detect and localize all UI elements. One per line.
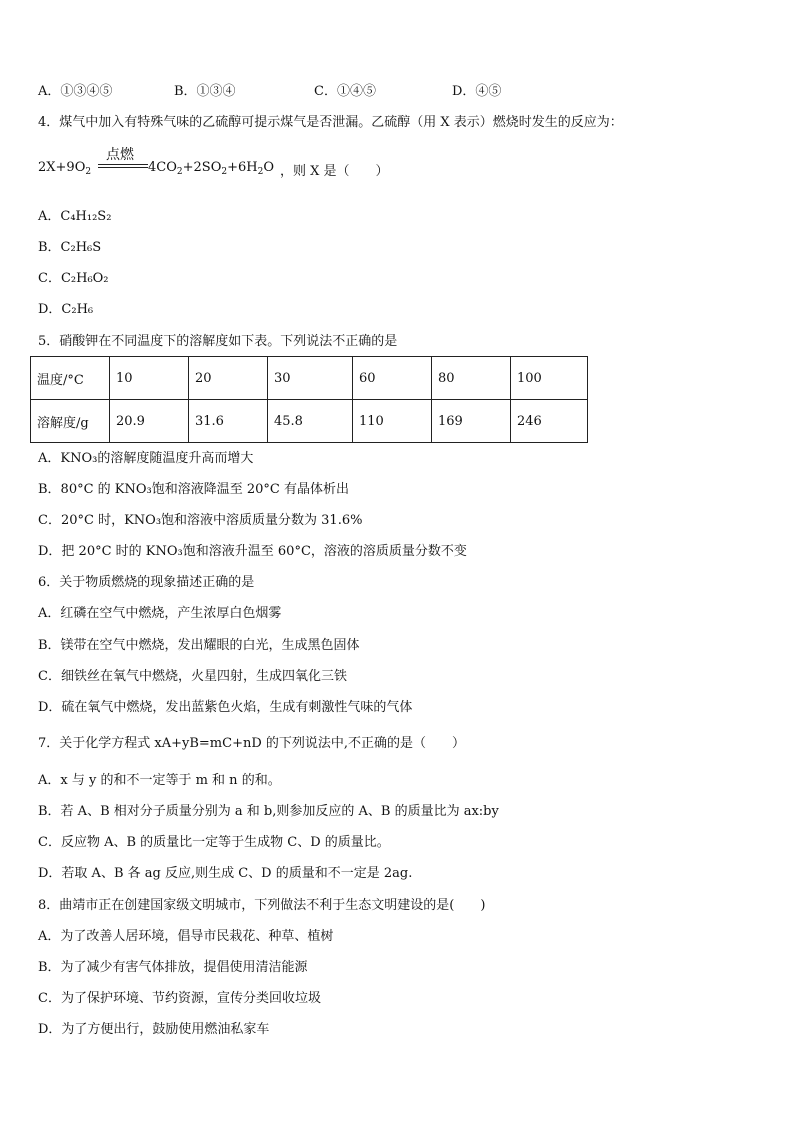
table-cell: 20.9: [110, 400, 189, 443]
table-cell: 60: [353, 357, 432, 400]
q7-option-d: D．若取 A、B 各 ag 反应,则生成 C、D 的质量和不一定是 2ag.: [38, 866, 413, 881]
table-cell: 20: [189, 357, 268, 400]
q6-option-a: A．红磷在空气中燃烧，产生浓厚白色烟雾: [38, 606, 282, 621]
q6-stem: 6．关于物质燃烧的现象描述正确的是: [38, 575, 255, 590]
table-cell: 169: [432, 400, 511, 443]
q8-stem: 8．曲靖市正在创建国家级文明城市，下列做法不利于生态文明建设的是( ): [38, 898, 486, 913]
table-row: [31, 400, 588, 443]
table-cell: 45.8: [268, 400, 353, 443]
q4-option-d: D．C₂H₆: [38, 302, 94, 317]
table-cell: 80: [432, 357, 511, 400]
table-cell: 246: [511, 400, 588, 443]
q5-option-a: A．KNO₃的溶解度随温度升高而增大: [38, 451, 254, 466]
q8-option-d: D．为了方便出行，鼓励使用燃油私家车: [38, 1022, 270, 1037]
q3-option-b: B．①③④: [174, 84, 236, 99]
q8-option-b: B．为了减少有害气体排放，提倡使用清洁能源: [38, 960, 308, 975]
q5-option-c: C．20°C 时，KNO₃饱和溶液中溶质质量分数为 31.6%: [38, 513, 363, 528]
table-cell: 110: [353, 400, 432, 443]
table-cell: 31.6: [189, 400, 268, 443]
q3-option-a: A．①③④⑤: [38, 84, 113, 99]
table-cell: 30: [268, 357, 353, 400]
q4-equation-arrow-line-top: [98, 164, 148, 165]
q6-option-b: B．镁带在空气中燃烧，发出耀眼的白光，生成黑色固体: [38, 638, 360, 653]
q7-stem: 7．关于化学方程式 xA+yB=mC+nD 的下列说法中,不正确的是（ ）: [38, 736, 466, 751]
q4-equation-tail: ，则 X 是（ ）: [280, 164, 389, 179]
table-row: [31, 357, 588, 400]
q5-stem: 5．硝酸钾在不同温度下的溶解度如下表。下列说法不正确的是: [38, 334, 398, 349]
q4-equation-reactants: $2X+9O_2$: [38, 160, 92, 177]
table-cell: 100: [511, 357, 588, 400]
q3-options: [38, 83, 738, 101]
q6-option-c: C．细铁丝在氧气中燃烧，火星四射，生成四氧化三铁: [38, 669, 347, 684]
table-cell: 温度/°C: [31, 357, 110, 400]
q4-equation-arrow-line-bottom: [98, 167, 148, 168]
q7-option-a: A．x 与 y 的和不一定等于 m 和 n 的和。: [38, 773, 281, 788]
table-cell: 10: [110, 357, 189, 400]
q5-option-b: B．80°C 的 KNO₃饱和溶液降温至 20°C 有晶体析出: [38, 482, 350, 497]
q5-option-d: D．把 20°C 时的 KNO₃饱和溶液升温至 60°C，溶液的溶质质量分数不变: [38, 544, 467, 559]
q8-option-a: A．为了改善人居环境，倡导市民栽花、种草、植树: [38, 929, 334, 944]
q6-option-d: D．硫在氧气中燃烧，发出蓝紫色火焰，生成有刺激性气味的气体: [38, 700, 413, 715]
q4-equation-condition: 点燃: [106, 147, 134, 163]
table-cell: 溶解度/g: [31, 400, 110, 443]
q3-option-c: C．①④⑤: [314, 84, 376, 99]
q4-option-b: B．C₂H₆S: [38, 240, 102, 255]
q3-option-d: D．④⑤: [452, 84, 502, 99]
q7-option-b: B．若 A、B 相对分子质量分别为 a 和 b,则参加反应的 A、B 的质量比为 ax:by: [38, 804, 499, 819]
q4-option-c: C．C₂H₆O₂: [38, 271, 109, 286]
q8-option-c: C．为了保护环境、节约资源，宣传分类回收垃圾: [38, 991, 321, 1006]
q4-option-a: A．C₄H₁₂S₂: [38, 209, 112, 224]
q4-stem: 4．煤气中加入有特殊气味的乙硫醇可提示煤气是否泄漏。乙硫醇（用 X 表示）燃烧时发生的反应为：: [38, 115, 623, 130]
q4-equation: [38, 148, 538, 188]
q4-equation-products: $4CO_2+2SO_2+6H_2O$: [148, 160, 275, 177]
q7-option-c: C．反应物 A、B 的质量比一定等于生成物 C、D 的质量比。: [38, 835, 390, 850]
solubility-table: [30, 356, 588, 443]
